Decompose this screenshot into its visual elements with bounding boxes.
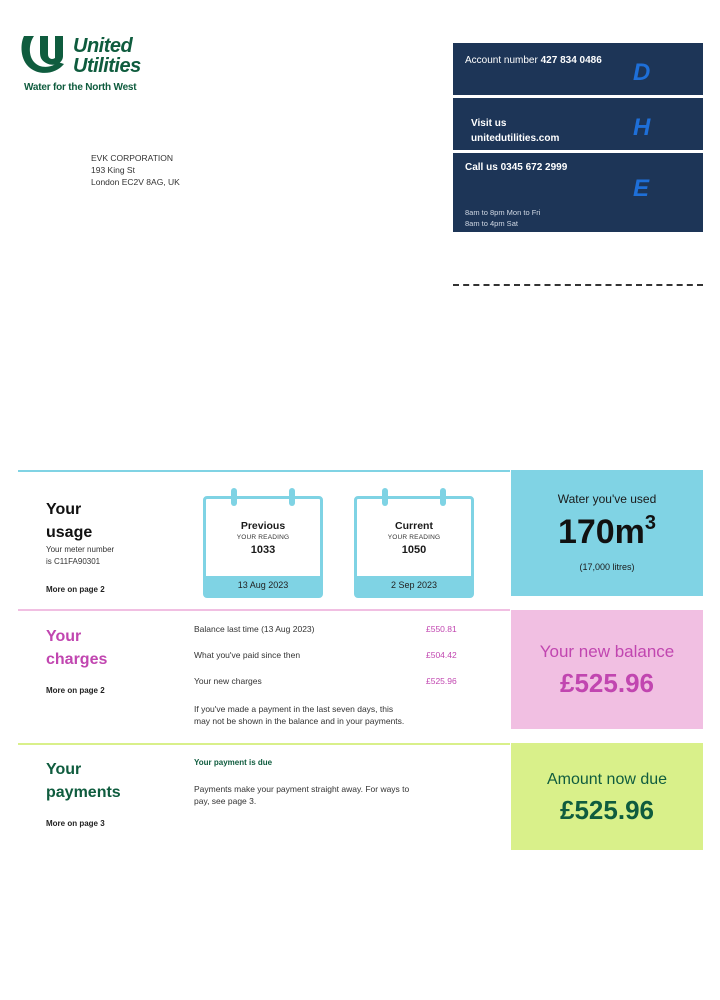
usage-divider <box>18 470 510 472</box>
current-reading-calendar <box>354 488 474 594</box>
call-us-box <box>453 153 703 232</box>
visit-us-link[interactable]: unitedutilities.com <box>471 133 560 144</box>
tear-off-divider <box>453 284 703 286</box>
visit-us-box <box>453 98 703 150</box>
account-number-box <box>453 43 703 95</box>
usage-title: Your usage <box>46 501 93 541</box>
visit-us-label: Visit us <box>471 118 507 129</box>
new-balance-panel <box>511 610 703 729</box>
current-reading-value: 1050 <box>401 544 427 556</box>
logo-text-united: United <box>73 35 133 57</box>
previous-reading-calendar <box>203 488 323 594</box>
charges-divider <box>18 609 510 611</box>
previous-reading-sub: YOUR READING <box>236 534 290 541</box>
water-used-note: (17,000 litres) <box>579 562 635 572</box>
call-letter: E <box>633 175 650 202</box>
payments-divider <box>18 743 510 745</box>
charge-row-value: £504.42 <box>426 650 457 660</box>
visit-letter: H <box>633 114 651 141</box>
current-reading-title: Current <box>395 520 433 532</box>
call-hours-weekday: 8am to 8pm Mon to Fri <box>465 208 541 217</box>
charge-row-value: £525.96 <box>426 676 457 686</box>
payments-more-link[interactable]: More on page 3 <box>46 819 105 828</box>
previous-reading-date: 13 Aug 2023 <box>206 576 320 595</box>
charge-row-label: Your new charges <box>194 676 262 686</box>
water-used-value: $170m^3$ <box>557 512 657 551</box>
current-reading-sub: YOUR READING <box>387 534 441 541</box>
charges-more-link[interactable]: More on page 2 <box>46 686 105 695</box>
call-hours-saturday: 8am to 4pm Sat <box>465 219 518 228</box>
payments-title: Your payments <box>46 761 121 801</box>
logo-text-utilities: Utilities <box>73 55 141 77</box>
amount-due-label: Amount now due <box>546 771 668 788</box>
logo-tagline: Water for the North West <box>24 82 137 93</box>
water-used-panel <box>511 470 703 596</box>
charge-row-label: Balance last time (13 Aug 2023) <box>194 624 315 634</box>
new-balance-label: Your new balance <box>539 642 675 661</box>
call-us-text: Call us 0345 672 2999 <box>465 162 568 173</box>
recipient-address <box>91 152 180 188</box>
payments-note: Payments make your payment straight away. For ways to pay, see page 3. <box>194 784 410 806</box>
account-letter: D <box>633 59 651 86</box>
amount-due-panel <box>511 743 703 850</box>
address-line: EVK CORPORATION <box>91 153 174 163</box>
current-reading-date: 2 Sep 2023 <box>357 576 471 595</box>
payment-due-title: Your payment is due <box>194 758 273 767</box>
previous-reading-title: Previous <box>240 520 286 532</box>
new-balance-value: £525.96 <box>560 668 654 698</box>
usage-more-link[interactable]: More on page 2 <box>46 585 105 594</box>
meter-number: Your meter number is C11FA90301 <box>46 545 115 566</box>
charge-row-value: £550.81 <box>426 624 457 634</box>
address-line: London EC2V 8AG, UK <box>91 177 180 187</box>
account-number-value: 427 834 0486 <box>540 55 602 66</box>
previous-reading-value: 1033 <box>250 544 276 556</box>
amount-due-value: £525.96 <box>560 795 654 825</box>
address-line: 193 King St <box>91 165 135 175</box>
charge-row-label: What you've paid since then <box>194 650 301 660</box>
water-used-label: Water you've used <box>557 492 657 506</box>
logo-mark-icon <box>18 32 72 76</box>
charges-note: If you've made a payment in the last seven days, this may not be shown in the balance and in your payments. <box>194 704 405 726</box>
united-utilities-logo <box>18 30 168 100</box>
charges-title: Your charges <box>46 628 108 668</box>
account-number-label: Account number <box>465 55 538 66</box>
